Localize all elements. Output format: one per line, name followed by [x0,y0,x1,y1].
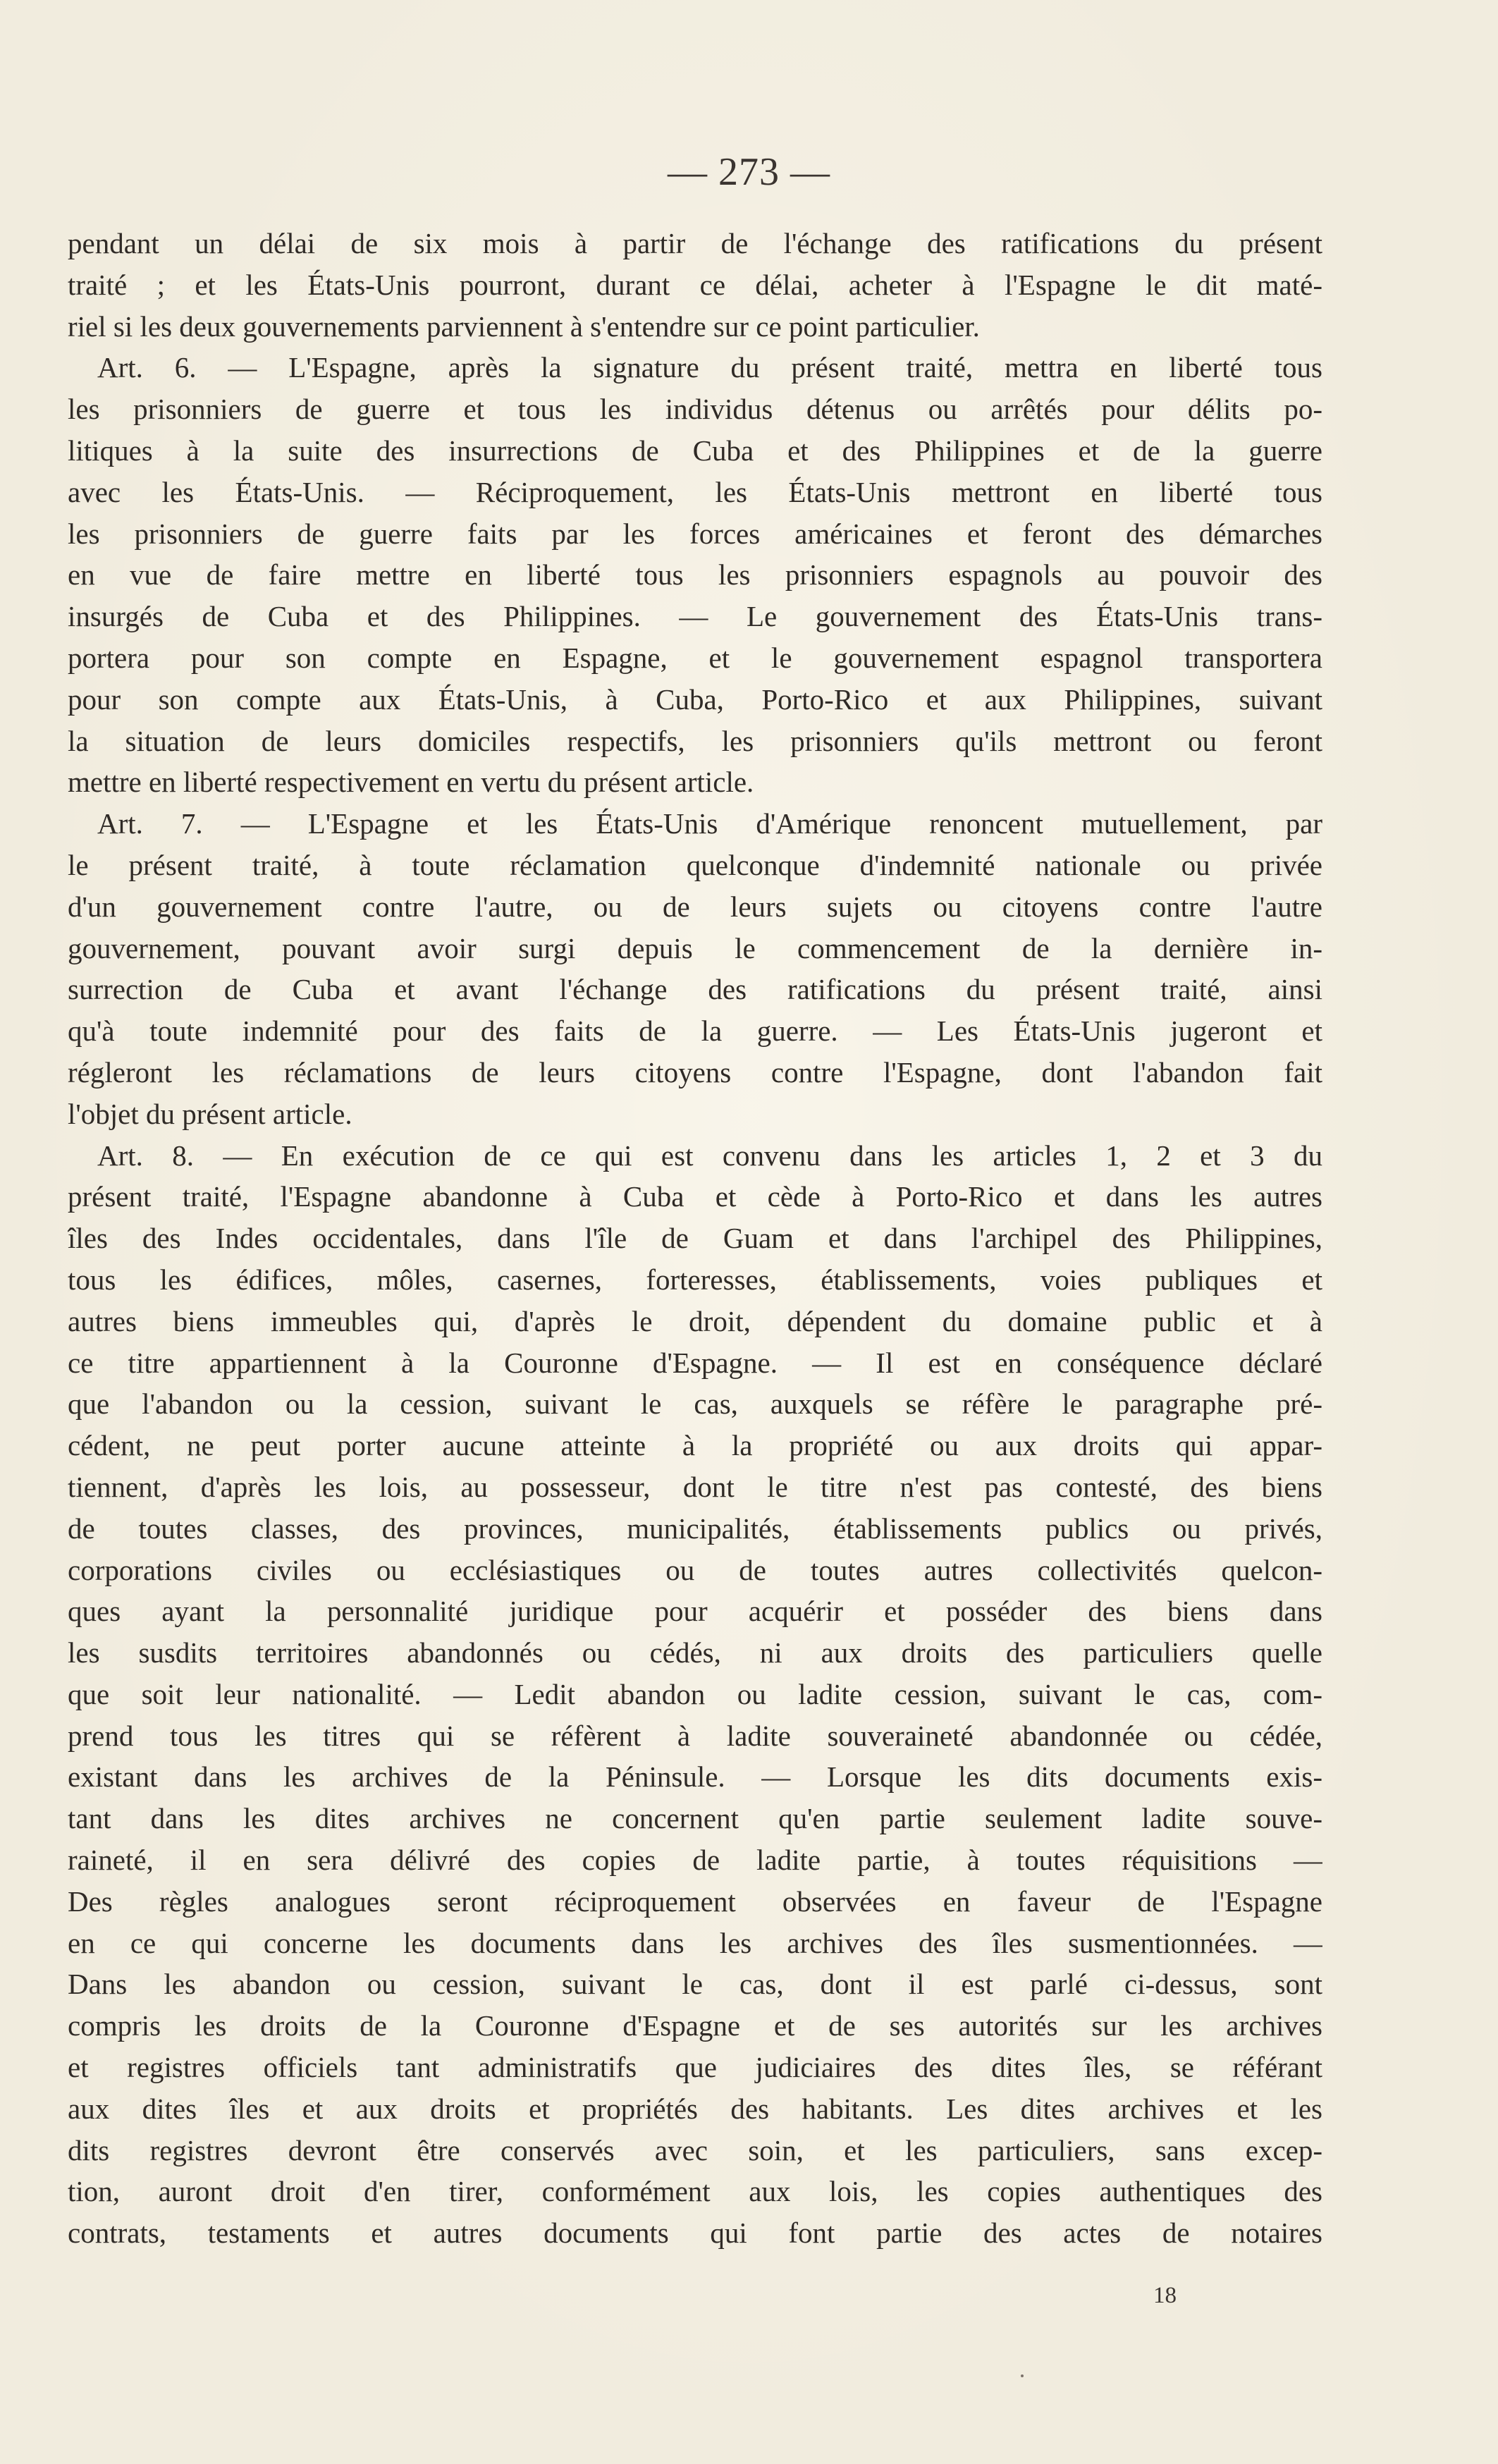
text-line: tous les édifices, môles, casernes, forteresses, établissements, voies publiques et [68,1263,1322,1296]
text-line: en ce qui concerne les documents dans les archives des îles susmentionnées. — [68,1926,1322,1959]
text-line: Des règles analogues seront réciproquement observées en faveur de l'Espagne [68,1884,1322,1918]
text-line: régleront les réclamations de leurs citoyens contre l'Espagne, dont l'abandon fait [68,1055,1322,1089]
text-line: îles des Indes occidentales, dans l'île de Guam et dans l'archipel des Philippines, [68,1222,1322,1255]
text-line: l'objet du présent article. [68,1097,352,1130]
text-line: contrats, testaments et autres documents qui font partie des actes de notaires [68,2217,1322,2250]
text-line: la situation de leurs domiciles respectifs, les prisonniers qu'ils mettront ou feront [68,724,1322,757]
article-8-start: Art. 8. — En exécution de ce qui est convenu dans les articles 1, 2 et 3 du [97,1139,1322,1172]
text-line: pendant un délai de six mois à partir de l'échange des ratifications du présent [68,227,1322,259]
text-line: mettre en liberté respectivement en vertu du présent article. [68,766,754,799]
text-line: compris les droits de la Couronne d'Espagne et de ses autorités sur les archives [68,2009,1322,2042]
text-line: Dans les abandon ou cession, suivant le cas, dont il est parlé ci-dessus, sont [68,1968,1322,2001]
text-line: que l'abandon ou la cession, suivant le cas, auxquels se réfère le paragraphe pré- [68,1387,1322,1421]
text-line: riel si les deux gouvernements parviennent à s'entendre sur ce point particulier. [68,309,980,343]
text-line: gouvernement, pouvant avoir surgi depuis le commencement de la dernière in- [68,931,1322,964]
text-line: litiques à la suite des insurrections de Cuba et des Philippines et de la guerre [68,434,1322,467]
text-line: dits registres devront être conservés avec soin, et les particuliers, sans excep- [68,2133,1322,2166]
article-6-start: Art. 6. — L'Espagne, après la signature du présent traité, mettra en liberté tous [97,351,1322,384]
text-line: tion, auront droit d'en tirer, conformément aux lois, les copies authentiques des [68,2175,1322,2208]
text-line: prend tous les titres qui se réfèrent à ladite souveraineté abandonnée ou cédée, [68,1719,1322,1752]
text-line: surrection de Cuba et avant l'échange des ratifications du présent traité, ainsi [68,973,1322,1006]
text-line: corporations civiles ou ecclésiastiques ou de toutes autres collectivités quelcon- [68,1553,1322,1586]
text-line: ce titre appartiennent à la Couronne d'Espagne. — Il est en conséquence déclaré [68,1346,1322,1379]
paper-speck [1021,2374,1024,2377]
text-line: présent traité, l'Espagne abandonne à Cuba et cède à Porto-Rico et dans les autres [68,1180,1322,1213]
text-line: qu'à toute indemnité pour des faits de la guerre. — Les États-Unis jugeront et [68,1015,1322,1048]
text-line: traité ; et les États-Unis pourront, durant ce délai, acheter à l'Espagne le dit maté- [68,268,1322,301]
text-line: autres biens immeubles qui, d'après le droit, dépendent du domaine public et à [68,1304,1322,1337]
text-line: les prisonniers de guerre et tous les individus détenus ou arrêtés pour délits po- [68,393,1322,426]
text-line: aux dites îles et aux droits et propriétés des habitants. Les dites archives et les [68,2092,1322,2125]
article-7-start: Art. 7. — L'Espagne et les États-Unis d'Amérique renoncent mutuellement, par [97,807,1322,840]
text-line: raineté, il en sera délivré des copies de ladite partie, à toutes réquisitions — [68,1844,1322,1877]
body-text [68,223,1322,2254]
text-line: insurgés de Cuba et des Philippines. — Le gouvernement des États-Unis trans- [68,600,1322,633]
text-line: de toutes classes, des provinces, municipalités, établissements publics ou privés, [68,1512,1322,1545]
text-line: d'un gouvernement contre l'autre, ou de leurs sujets ou citoyens contre l'autre [68,890,1322,923]
text-line: les susdits territoires abandonnés ou cédés, ni aux droits des particuliers quelle [68,1636,1322,1669]
text-line: et registres officiels tant administratifs que judiciaires des dites îles, se référant [68,2051,1322,2084]
text-line: portera pour son compte en Espagne, et le gouvernement espagnol transportera [68,641,1322,674]
text-line: en vue de faire mettre en liberté tous les prisonniers espagnols au pouvoir des [68,558,1322,592]
text-line: existant dans les archives de la Péninsule. — Lorsque les dits documents exis- [68,1760,1322,1794]
text-line: les prisonniers de guerre faits par les forces américaines et feront des démarches [68,517,1322,550]
text-line: tiennent, d'après les lois, au possesseur, dont le titre n'est pas contesté, des biens [68,1470,1322,1503]
text-line: cédent, ne peut porter aucune atteinte à la propriété ou aux droits qui appar- [68,1429,1322,1462]
page-number: — 273 — [668,150,830,194]
signature-mark: 18 [1153,2283,1177,2308]
text-line: pour son compte aux États-Unis, à Cuba, Porto-Rico et aux Philippines, suivant [68,682,1322,716]
text-line: que soit leur nationalité. — Ledit abandon ou ladite cession, suivant le cas, com- [68,1677,1322,1710]
text-line: ques ayant la personnalité juridique pour acquérir et posséder des biens dans [68,1595,1322,1628]
text-line: tant dans les dites archives ne concernent qu'en partie seulement ladite souve- [68,1802,1322,1835]
text-line: avec les États-Unis. — Réciproquement, les États-Unis mettront en liberté tous [68,475,1322,508]
text-line: le présent traité, à toute réclamation quelconque d'indemnité nationale ou privée [68,848,1322,881]
